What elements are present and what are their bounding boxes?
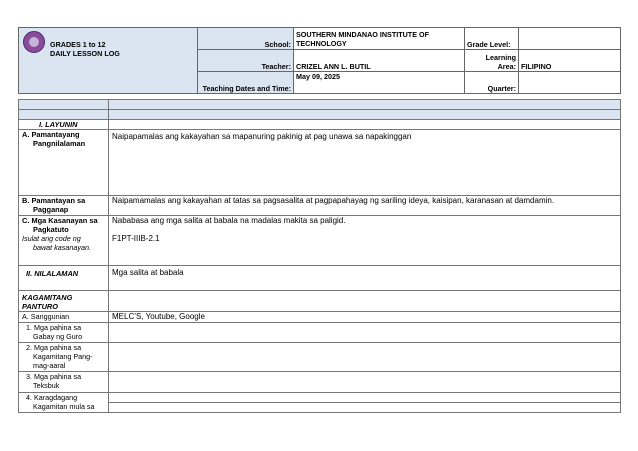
blank-row: [19, 100, 621, 110]
sanggunian-row: [19, 312, 621, 323]
competency-code: F1PT-IIIB-2.1: [112, 234, 160, 243]
nilalaman-heading: II. NILALAMAN: [19, 266, 109, 291]
item-3-label: 3. Mga pahina sa Teksbuk: [19, 372, 109, 393]
item-2-label: 2. Mga pahina sa Kagamitang Pang- mag-aaral: [19, 343, 109, 372]
item-4-label: 4. Karagdagang Kagamitan mula sa: [19, 393, 109, 413]
row-c-value: Nababasa ang mga salita at babala na madalas makita sa paligid. F1PT-IIIB-2.1: [109, 216, 621, 266]
quarter-label: Quarter:: [465, 72, 519, 94]
teacher-value: CRIZEL ANN L. BUTIL: [294, 50, 465, 72]
row-c-label: C. Mga Kasanayan sa Pagkatuto Isulat ang code ng bawat kasanayan.: [19, 216, 109, 266]
layunin-row: [19, 120, 621, 130]
item-3-row: [19, 372, 621, 393]
item-2-row: [19, 343, 621, 372]
item-1-row: [19, 323, 621, 343]
nilalaman-row: [19, 266, 621, 291]
school-value: SOUTHERN MINDANAO INSTITUTE OF TECHNOLOGY: [294, 28, 465, 50]
dates-label: Teaching Dates and Time:: [198, 72, 294, 94]
kagamitang-row: [19, 291, 621, 312]
row-a-label: A. Pamantayang Pangnilalaman: [19, 130, 109, 196]
nilalaman-value: Mga salita at babala: [109, 266, 621, 291]
layunin-heading: I. LAYUNIN: [19, 120, 109, 130]
teacher-label: Teacher:: [198, 50, 294, 72]
row-b: [19, 196, 621, 216]
kagamitang-heading: KAGAMITANG PANTURO: [19, 291, 109, 312]
lesson-table: [18, 99, 621, 413]
sanggunian-value: MELC’S, Youtube, Google: [109, 312, 621, 323]
row-a-value: Naipapamalas ang kakayahan sa mapanuring pakinig at pag unawa sa napakinggan: [109, 130, 621, 196]
learning-area-value: FILIPINO: [519, 50, 621, 72]
learning-area-label: Learning Area:: [465, 50, 519, 72]
blank-row: [19, 110, 621, 120]
dates-value: May 09, 2025: [294, 72, 465, 94]
deped-seal-icon: [23, 31, 45, 53]
item-4-row: [19, 393, 621, 413]
grade-level-value: [519, 28, 621, 50]
logo-cell: [19, 28, 198, 94]
header-table: [18, 27, 621, 94]
quarter-value: [519, 72, 621, 94]
row-b-label: B. Pamantayan sa Pagganap: [19, 196, 109, 216]
row-a: [19, 130, 621, 196]
grades-label: GRADES 1 to 12: [50, 40, 106, 49]
row-b-value: Naipamamalas ang kakayahan at tatas sa pagsasalita at pagpapahayag ng sariling ideya, kaisipan, karanasan at damdamin.: [109, 196, 621, 216]
sanggunian-label: A. Sanggunian: [19, 312, 109, 323]
log-title: DAILY LESSON LOG: [50, 49, 120, 58]
item-1-label: 1. Mga pahina sa Gabay ng Guro: [19, 323, 109, 343]
grade-level-label: Grade Level:: [465, 28, 519, 50]
school-label: School:: [198, 28, 294, 50]
row-c: [19, 216, 621, 266]
